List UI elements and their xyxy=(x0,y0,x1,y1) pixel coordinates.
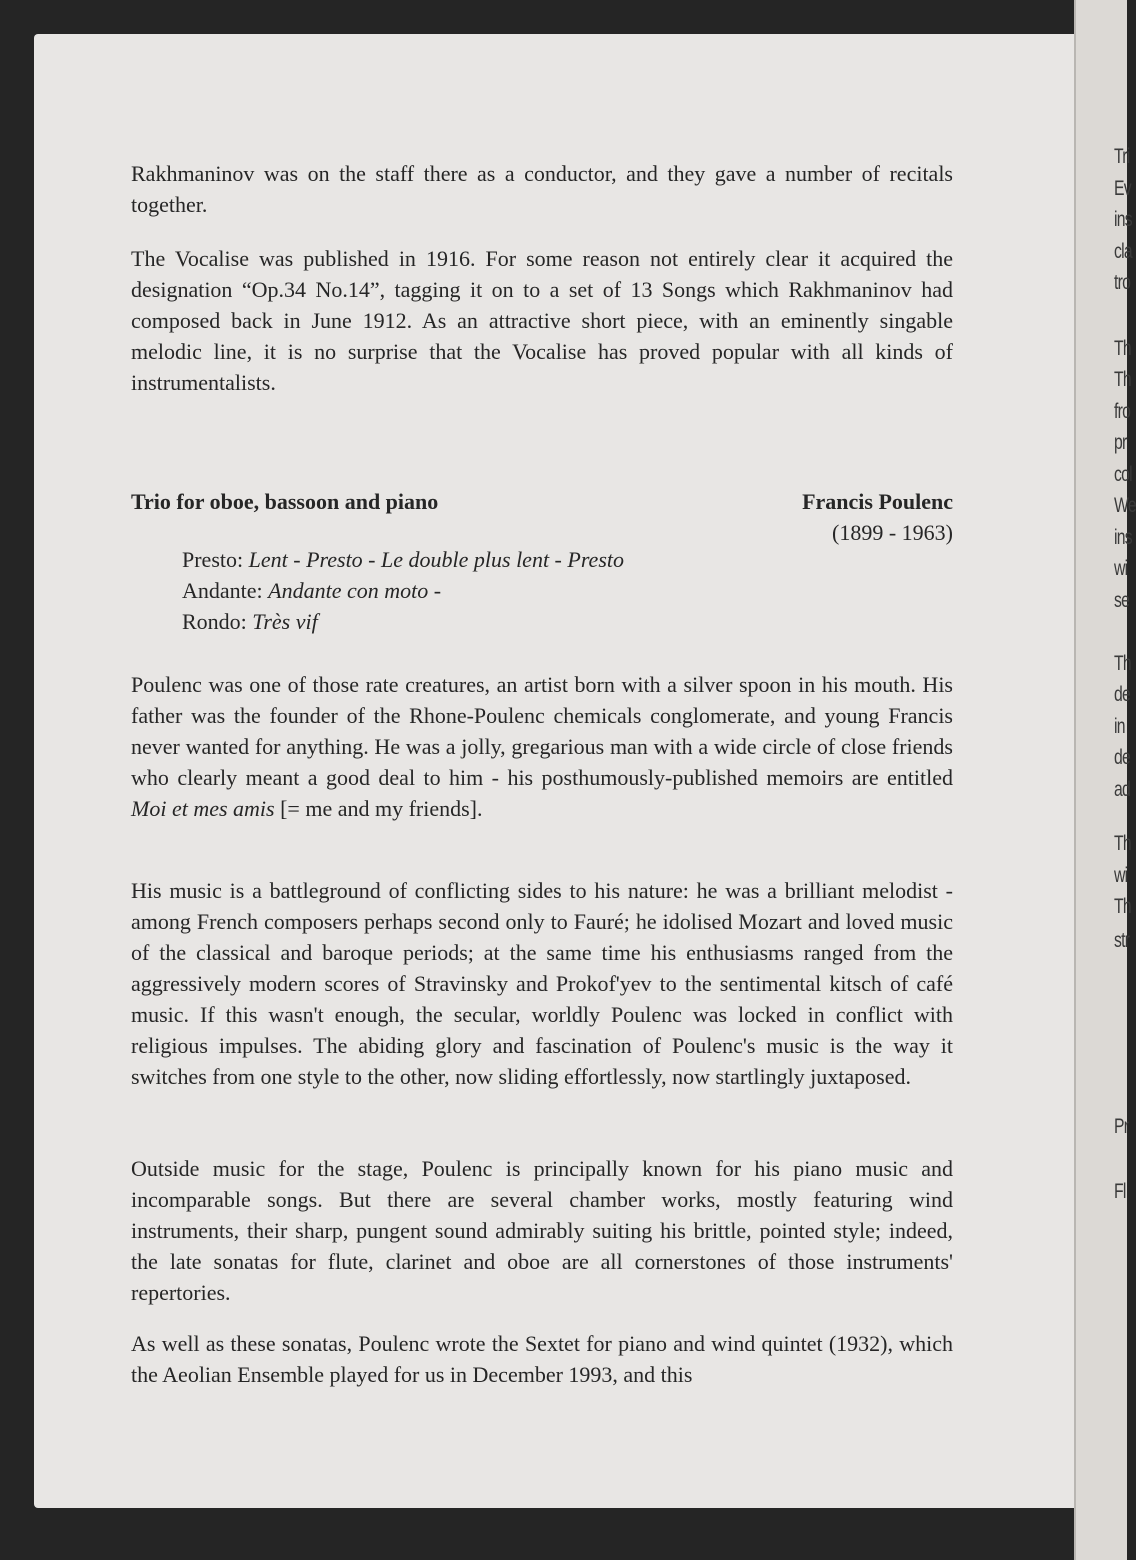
next-page-fragment: ins xyxy=(1114,208,1132,231)
next-page-fragment: wi xyxy=(1114,864,1128,887)
paragraph-poulenc-biography: Poulenc was one of those rate creatures, an artist born with a silver spoon in his mouth. His father was the founder of the Rhone-Poulenc chemicals conglomerate, and young Francis never wanted for anything. He was a jolly, gregarious man with a wide circle of close friends who clearly meant a good deal to him - his posthumously-published memoirs are entitled Moi et mes amis [= me and my friends]. xyxy=(131,672,953,821)
work-title: Trio for oboe, bassoon and piano xyxy=(131,489,439,514)
next-page-fragment: Th xyxy=(1114,652,1131,675)
composer-name: Francis Poulenc xyxy=(802,489,953,514)
next-page-fragment: wi xyxy=(1114,557,1128,580)
next-page-fragment: ad xyxy=(1114,778,1131,801)
movement-label: Presto: xyxy=(182,547,249,572)
next-page-fragment: Ev xyxy=(1114,177,1131,200)
next-page-fragment: Fl xyxy=(1114,1180,1126,1203)
movement-detail: Lent - Presto - Le double plus lent - Presto xyxy=(248,547,624,572)
movement-detail: Très vif xyxy=(252,609,318,634)
movement-line xyxy=(182,607,318,637)
paragraph-rakhmaninov-recitals: Rakhmaninov was on the staff there as a conductor, and they gave a number of recitals together. xyxy=(131,161,953,217)
next-page-fragment: Th xyxy=(1114,895,1131,918)
paragraph-sextet: As well as these sonatas, Poulenc wrote the Sextet for piano and wind quintet (1932), which the Aeolian Ensemble played for us in December 1993, and this xyxy=(131,1331,953,1387)
next-page-fragment: fro xyxy=(1114,400,1131,423)
next-page-edge xyxy=(1074,0,1136,1560)
next-page-fragment: de xyxy=(1114,683,1131,706)
next-page-fragment: se xyxy=(1114,589,1130,612)
next-page-fragment: Th xyxy=(1114,832,1131,855)
movement-line xyxy=(182,576,441,606)
margin-mark xyxy=(1068,295,1076,301)
paragraph-music-character: His music is a battleground of conflicting sides to his nature: he was a brilliant melodist - among French composers perhaps second only to Fauré; he idolised Mozart and loved music of the classical and baroque periods; at the same time his enthusiasms ranged from the aggressively modern scores of Stravinsky and Prokof'yev to the sentimental kitsch of café music. If this wasn't enough, the secular, worldly Poulenc was locked in conflict with religious impulses. The abiding glory and fascination of Poulenc's music is the way it switches from one style to the other, now sliding effortlessly, now startlingly juxtaposed. xyxy=(131,878,953,1089)
movement-detail: Andante con moto - xyxy=(268,578,442,603)
next-page-fragment: tro xyxy=(1114,271,1131,294)
movement-line xyxy=(182,545,624,575)
next-page-fragment: Th xyxy=(1114,337,1131,360)
next-page-fragment: Th xyxy=(1114,368,1131,391)
composer-dates: (1899 - 1963) xyxy=(832,520,953,545)
next-page-fragment: str xyxy=(1114,929,1130,952)
next-page-fragment: col xyxy=(1114,463,1132,486)
next-page-fragment: Pr xyxy=(1114,1115,1129,1138)
paragraph-chamber-works: Outside music for the stage, Poulenc is principally known for his piano music and incomparable songs. But there are several chamber works, mostly featuring wind instruments, their sharp, pungent sound admirably suiting his brittle, pointed style; indeed, the late sonatas for flute, clarinet and oboe are all cornerstones of those instruments' repertories. xyxy=(131,1156,953,1305)
next-page-fragment: in xyxy=(1114,715,1125,738)
paragraph-vocalise: The Vocalise was published in 1916. For some reason not entirely clear it acquired the designation “Op.34 No.14”, tagging it on to a set of 13 Songs which Rakhmaninov had composed back in June 1912. As an attractive short piece, with an eminently singable melodic line, it is no surprise that the Vocalise has proved popular with all kinds of instrumentalists. xyxy=(131,246,953,395)
next-page-fragment: ins xyxy=(1114,526,1132,549)
next-page-fragment: Tri xyxy=(1114,145,1130,168)
next-page-fragment: de xyxy=(1114,746,1131,769)
next-page-fragment: pr xyxy=(1114,431,1127,454)
next-page-fragment: We xyxy=(1114,494,1136,517)
movement-label: Rondo: xyxy=(182,609,253,634)
memoir-title: Moi et mes amis xyxy=(131,796,275,821)
next-page-fragment: cla xyxy=(1114,240,1132,263)
movement-label: Andante: xyxy=(182,578,269,603)
